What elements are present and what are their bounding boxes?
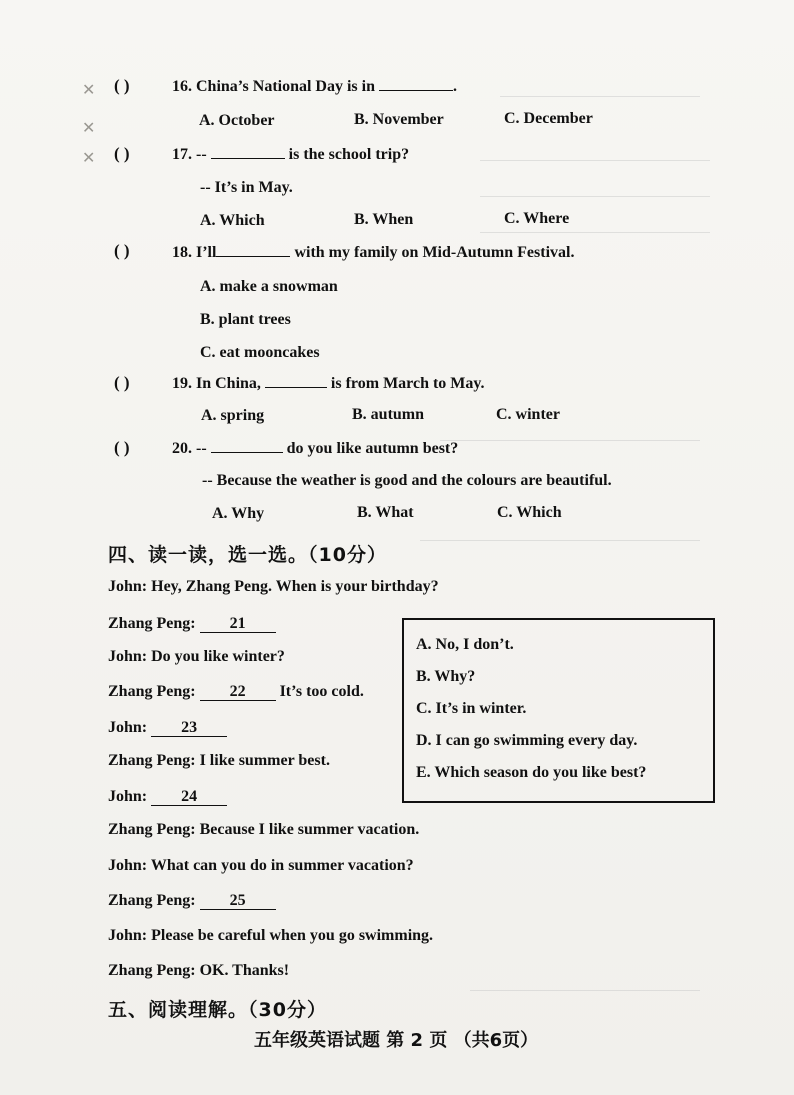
answer-blank[interactable]	[379, 90, 453, 91]
dialogue-line-25: Zhang Peng: 25	[108, 892, 276, 910]
answer-blank[interactable]	[265, 387, 327, 388]
section-5-heading: 五、阅读理解。（30分）	[108, 999, 327, 1021]
box-option-b[interactable]: B. Why?	[416, 668, 476, 685]
q16-option-c[interactable]: C. December	[504, 110, 593, 127]
dialogue-blank[interactable]: 21	[200, 616, 276, 633]
bleed-through	[500, 96, 700, 107]
dialogue-blank[interactable]: 22	[200, 684, 276, 701]
q20-option-b[interactable]: B. What	[357, 504, 414, 521]
q17-option-c[interactable]: C. Where	[504, 210, 570, 227]
answer-blank[interactable]	[211, 158, 285, 159]
page-footer: 五年级英语试题 第 2 页 （共6页）	[254, 1030, 539, 1051]
q19-option-b[interactable]: B. autumn	[352, 406, 425, 423]
q18-option-b[interactable]: B. plant trees	[200, 311, 291, 328]
dialogue-blank[interactable]: 24	[151, 789, 227, 806]
q17-option-a[interactable]: A. Which	[200, 212, 265, 229]
section-4-heading: 四、读一读，选一选。（10分）	[108, 544, 387, 566]
dialogue-line: John: What can you do in summer vacation?	[108, 857, 414, 874]
bleed-through	[420, 540, 700, 551]
answer-options-box	[402, 618, 715, 803]
dialogue-line: John: Hey, Zhang Peng. When is your birthday?	[108, 578, 439, 595]
dialogue-line-24: John: 24	[108, 788, 227, 806]
margin-mark-icon: ✕	[82, 150, 96, 167]
box-option-d[interactable]: D. I can go swimming every day.	[416, 732, 638, 749]
dialogue-line: John: Do you like winter?	[108, 648, 285, 665]
q16-option-b[interactable]: B. November	[354, 111, 444, 128]
dialogue-line: John: Please be careful when you go swimming.	[108, 927, 434, 944]
q16-option-a[interactable]: A. October	[199, 112, 275, 129]
question-18: 18. I’ll with my family on Mid-Autumn Festival.	[172, 244, 575, 261]
q17-answer-line: -- It’s in May.	[200, 179, 293, 196]
question-20: 20. -- do you like autumn best?	[172, 440, 459, 457]
bleed-through	[470, 990, 700, 1001]
answer-blank[interactable]	[211, 452, 283, 453]
dialogue-line-22: Zhang Peng: 22 It’s too cold.	[108, 683, 364, 700]
q20-answer-line: -- Because the weather is good and the colours are beautiful.	[202, 472, 612, 489]
bleed-through	[440, 440, 700, 451]
dialogue-line-21: Zhang Peng: 21	[108, 615, 276, 633]
answer-paren[interactable]: ( )	[114, 76, 130, 95]
q19-option-c[interactable]: C. winter	[496, 406, 560, 423]
margin-mark-icon: ✕	[82, 120, 96, 137]
box-option-c[interactable]: C. It’s in winter.	[416, 700, 527, 717]
question-16: 16. China’s National Day is in .	[172, 78, 457, 95]
q19-option-a[interactable]: A. spring	[201, 407, 265, 424]
dialogue-line: Zhang Peng: OK. Thanks!	[108, 962, 290, 979]
answer-paren[interactable]: ( )	[114, 241, 130, 260]
margin-mark-icon: ✕	[82, 82, 96, 99]
answer-blank[interactable]	[216, 256, 290, 257]
answer-paren[interactable]: ( )	[114, 144, 130, 163]
q20-option-c[interactable]: C. Which	[497, 504, 562, 521]
dialogue-line: Zhang Peng: I like summer best.	[108, 752, 330, 769]
dialogue-line: Zhang Peng: Because I like summer vacation.	[108, 821, 420, 838]
q20-option-a[interactable]: A. Why	[212, 505, 265, 522]
dialogue-blank[interactable]: 25	[200, 893, 276, 910]
answer-paren[interactable]: ( )	[114, 438, 130, 457]
box-option-e[interactable]: E. Which season do you like best?	[416, 764, 647, 781]
bleed-through	[480, 160, 710, 171]
box-option-a[interactable]: A. No, I don’t.	[416, 636, 514, 653]
answer-paren[interactable]: ( )	[114, 373, 130, 392]
q18-option-c[interactable]: C. eat mooncakes	[200, 344, 320, 361]
bleed-through	[480, 196, 710, 207]
q18-option-a[interactable]: A. make a snowman	[200, 278, 338, 295]
dialogue-line-23: John: 23	[108, 719, 227, 737]
question-17: 17. -- is the school trip?	[172, 146, 410, 163]
question-19: 19. In China, is from March to May.	[172, 375, 485, 392]
dialogue-blank[interactable]: 23	[151, 720, 227, 737]
q17-option-b[interactable]: B. When	[354, 211, 414, 228]
bleed-through	[480, 232, 710, 243]
